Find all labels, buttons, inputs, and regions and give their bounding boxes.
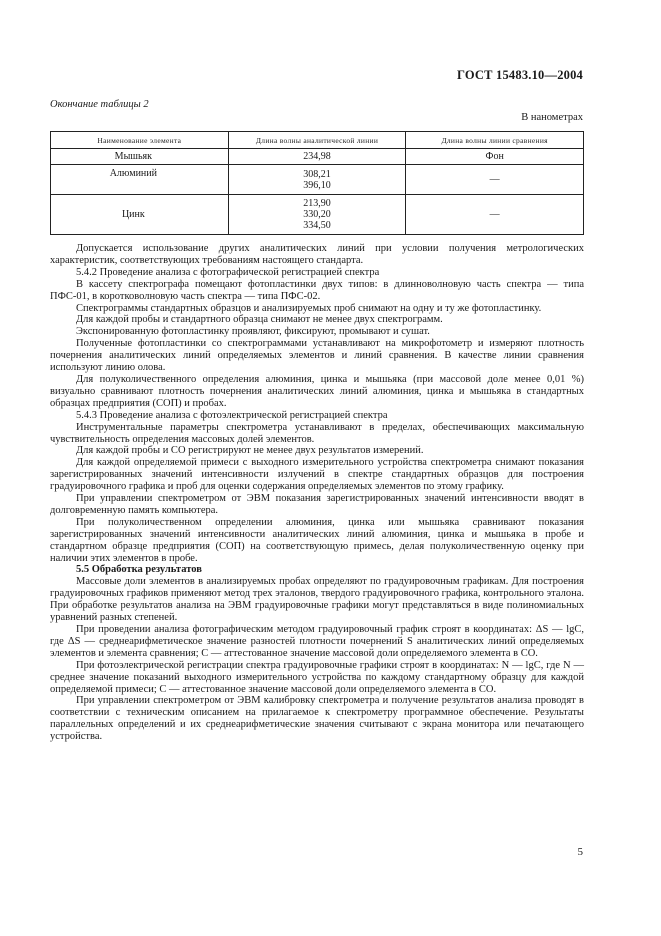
section-heading: 5.5 Обработка результатов bbox=[76, 564, 202, 576]
column-header-analytical-line: Длина волны аналитической линии bbox=[228, 132, 406, 149]
wavelength-values bbox=[228, 195, 406, 235]
body-text bbox=[50, 243, 584, 743]
paragraph: Полученные фотопластинки со спектрограммами устанавливают на микрофотометр и измеряют плотность почернения аналитических линий определяемых элементов и линий сравнения. В качестве линии сравнения используют линию олова. bbox=[50, 338, 584, 374]
paragraph: В кассету спектрографа помещают фотопластинки двух типов: в длинноволновую часть спектра — типа ПФС-01, в коротковолновую часть спектра — типа ПФС-02. bbox=[50, 278, 584, 302]
table-row bbox=[51, 165, 584, 195]
wavelength-values bbox=[228, 165, 406, 195]
column-header-reference-line: Длина волны линии сравнения bbox=[406, 132, 584, 149]
paragraph: Для полуколичественного определения алюминия, цинка и мышьяка (при массовой доле менее 0,01 %) визуально сравнивают плотность почернения аналитических линий алюминия, цинка и мышьяка в стандартных образцах предприятия (СОП) и пробах. bbox=[50, 373, 584, 409]
element-name: Алюминий bbox=[51, 165, 229, 195]
paragraph: При управлении спектрометром от ЭВМ калибровку спектрометра и получение результатов анализа проводят в соответствии с техническим описанием на прилагаемое к спектрометру программное обеспечение. Результаты параллельных определений и их среднеарифметические значения считывают с экрана монитора или печатающего устройства. bbox=[50, 695, 584, 743]
paragraph: При фотоэлектрической регистрации спектра градуировочные графики строят в координатах: N — lgC, где N — среднее значение показаний выходного измерительного устройства по каждому стандартному образцу для каждой определяемой примеси; C — аттестованное значение массовой доли определяемого элемента в СО. bbox=[50, 659, 584, 695]
subsection-heading: 5.4.3 Проведение анализа с фотоэлектрической регистрацией спектра bbox=[76, 409, 388, 421]
reference-line: — bbox=[406, 165, 584, 195]
paragraph: Для каждой пробы и стандартного образца снимают не менее двух спектрограмм. bbox=[76, 314, 443, 326]
element-name: Цинк bbox=[51, 195, 229, 235]
paragraph: Экспонированную фотопластинку проявляют, фиксируют, промывают и сушат. bbox=[76, 326, 430, 338]
wavelength-value: 330,20 bbox=[303, 209, 331, 220]
page-number: 5 bbox=[577, 846, 583, 858]
paragraph: Инструментальные параметры спектрометра устанавливают в пределах, обеспечивающих максимальную чувствительность определения массовых долей элементов. bbox=[50, 421, 584, 445]
paragraph: Для каждой определяемой примеси с выходного измерительного устройства спектрометра снимают показания зарегистрированных значений интенсивности излучений в спектре стандартных образцов для построения градуировочного графика и проб для оценки содержания определяемых элементов по этому графику. bbox=[50, 457, 584, 493]
wavelength-value: 213,90 bbox=[303, 198, 331, 209]
wavelength-value: 396,10 bbox=[303, 179, 331, 191]
table-row bbox=[51, 195, 584, 235]
wavelength-value: 308,21 bbox=[303, 168, 331, 180]
reference-line: Фон bbox=[406, 149, 584, 165]
wavelength-value: 334,50 bbox=[303, 220, 331, 231]
paragraph: При управлении спектрометром от ЭВМ показания зарегистрированных значений интенсивности вводят в долговременную память компьютера. bbox=[50, 493, 584, 516]
table-caption: Окончание таблицы 2 bbox=[50, 99, 149, 110]
subsection-heading: 5.4.2 Проведение анализа с фотографической регистрацией спектра bbox=[76, 266, 380, 278]
wavelength-table bbox=[50, 131, 584, 235]
wavelength-value: 234,98 bbox=[303, 151, 331, 162]
table-units: В нанометрах bbox=[521, 112, 583, 123]
element-name: Мышьяк bbox=[51, 149, 229, 165]
paragraph: Спектрограммы стандартных образцов и анализируемых проб снимают на одну и ту же фотопластинку. bbox=[76, 302, 542, 314]
paragraph: Для каждой пробы и СО регистрируют не менее двух результатов измерений. bbox=[76, 445, 424, 457]
table-row bbox=[51, 149, 584, 165]
paragraph: Массовые доли элементов в анализируемых пробах определяют по градуировочным графикам. Для построения градуировочных графиков применяют метод трех эталонов, твердого градуировочного графика, контрольного эталона. При обработке результатов анализа на ЭВМ градуировочные графики могут представляться в виде полиномиальных уравнений разных степеней. bbox=[50, 576, 584, 624]
paragraph: При проведении анализа фотографическим методом градуировочный график строят в координатах: ΔS — lgC, где ΔS — среднеарифметическое значение разностей плотности почернений S аналитических линий определяемых элементов и элемента сравнения; C — аттестованное значение массовой доли определяемого элемента в СО. bbox=[50, 624, 584, 659]
column-header-element: Наименование элемента bbox=[51, 132, 229, 149]
table-header-row bbox=[51, 132, 584, 149]
standard-code-header: ГОСТ 15483.10—2004 bbox=[457, 68, 583, 82]
wavelength-values bbox=[228, 149, 406, 165]
paragraph: При полуколичественном определении алюминия, цинка или мышьяка сравнивают показания зарегистрированных значений интенсивности аналитических линий алюминия, цинка и мышьяка в пробе и стандартном образце предприятия (СОП) на соответствующую примесь, делая полуколичественную оценку при наличии этих элементов в пробе. bbox=[50, 516, 584, 564]
reference-line: — bbox=[406, 195, 584, 235]
paragraph: Допускается использование других аналитических линий при условии получения метрологических характеристик, соответствующих требованиям настоящего стандарта. bbox=[50, 243, 584, 266]
